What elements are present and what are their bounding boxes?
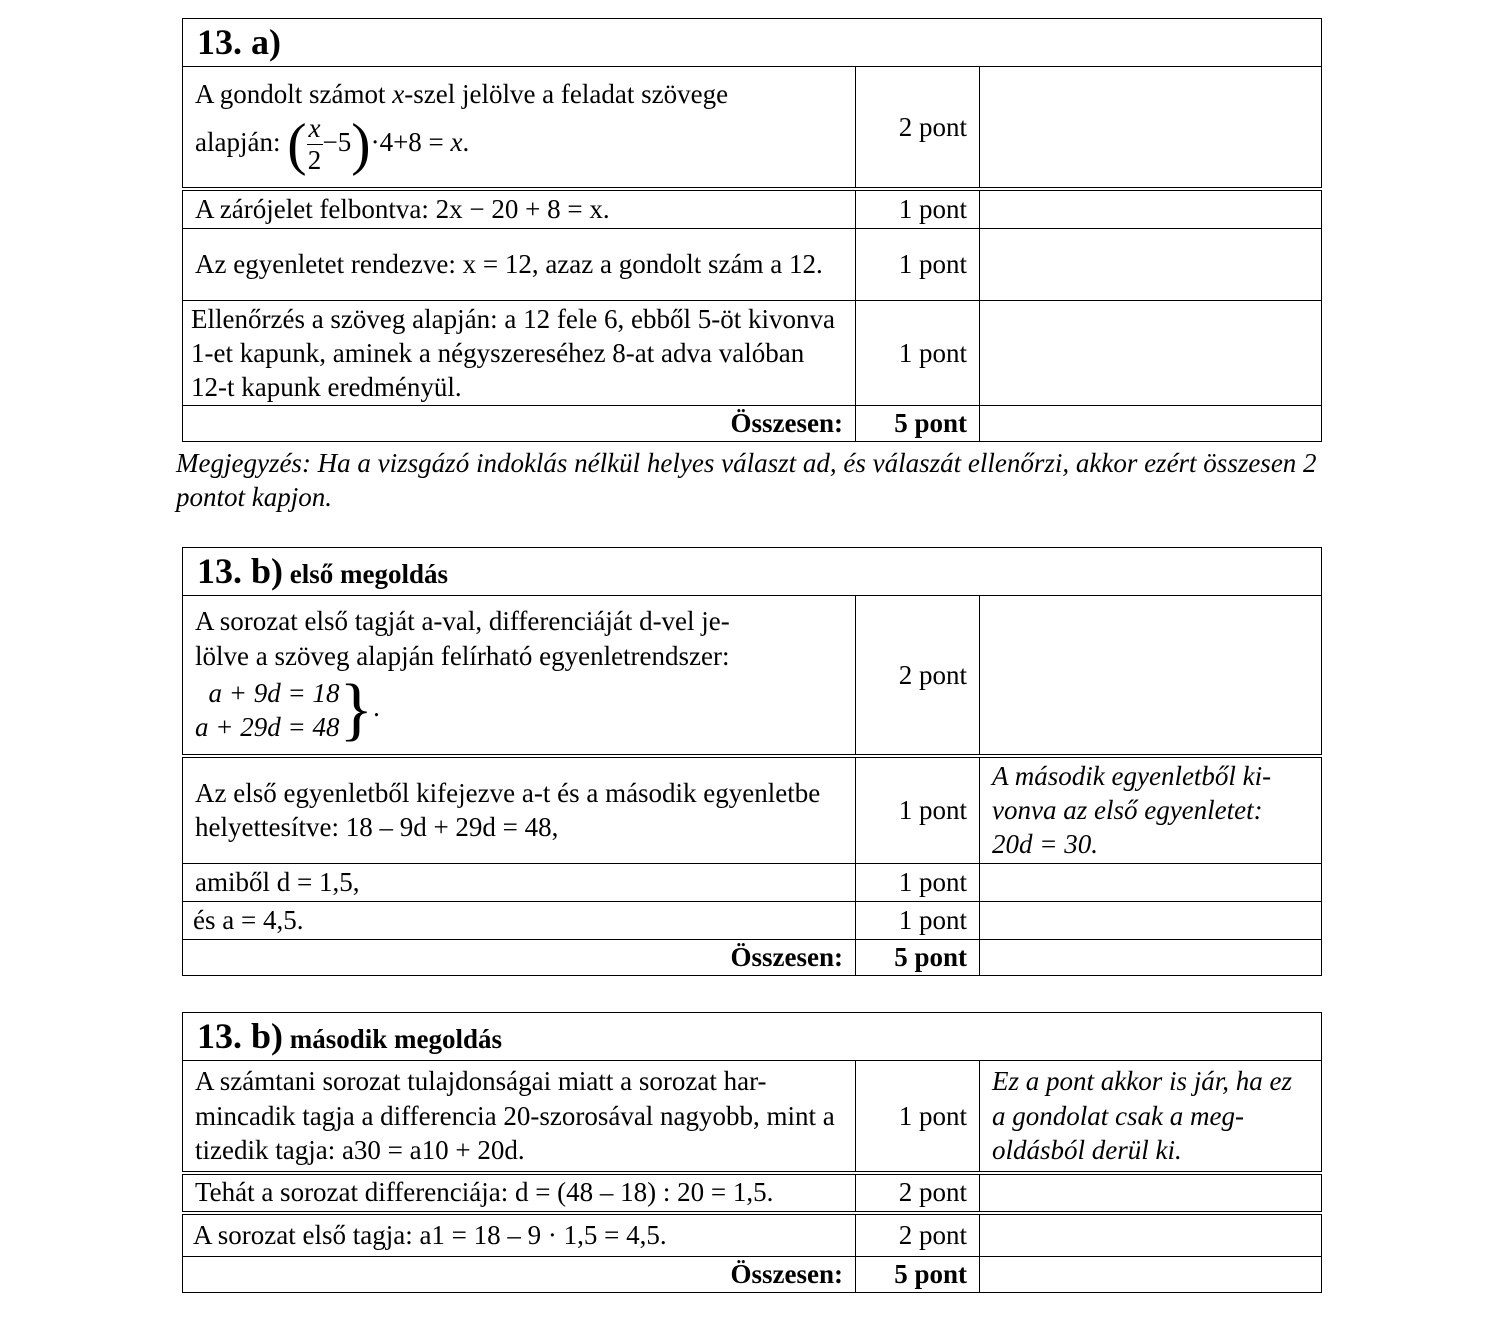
total-label: Összesen:: [183, 940, 856, 976]
row-text: Ellenőrzés a szöveg alapján: a 12 fele 6, ebből 5-öt kivonva 1-et kapunk, aminek a négyszereséhez 8-at adva valóban 12-t kapunk eredményül.: [183, 301, 856, 406]
table-row: [183, 189, 1322, 229]
row-comment: Ez a pont akkor is jár, ha ez a gondolat csak a meg-oldásból derül ki.: [980, 1061, 1322, 1173]
row-comment: [980, 301, 1322, 406]
table-row: [183, 1061, 1322, 1173]
row-points: 1 pont: [856, 189, 980, 229]
row-points: 1 pont: [856, 756, 980, 864]
table-row: [183, 1173, 1322, 1213]
total-points: 5 pont: [856, 940, 980, 976]
row-points: 1 pont: [856, 864, 980, 902]
table-13b-first: [182, 547, 1322, 976]
note-13a: Megjegyzés: Ha a vizsgázó indoklás nélkül helyes választ ad, és válaszát ellenőrzi, akkor ezért összesen 2 pontot kapjon.: [176, 448, 1317, 513]
row-points: 2 pont: [856, 67, 980, 189]
table-row: [183, 864, 1322, 902]
total-row: [183, 940, 1322, 976]
row-comment: [980, 902, 1322, 940]
table-row: [183, 596, 1322, 756]
total-label: Összesen:: [183, 406, 856, 442]
row-comment: [980, 596, 1322, 756]
row-points: 1 pont: [856, 229, 980, 301]
row-points: 1 pont: [856, 301, 980, 406]
row-text: Az egyenletet rendezve: x = 12, azaz a gondolt szám a 12.: [183, 229, 856, 301]
table-13a: [182, 18, 1322, 442]
table-row: [183, 67, 1322, 189]
row-text: és a = 4,5.: [183, 902, 856, 940]
row-text: Az első egyenletből kifejezve a-t és a második egyenletbe helyettesítve: 18 – 9d + 29d = 48,: [183, 756, 856, 864]
fraction: $\frac{x}{2}$: [307, 113, 322, 176]
equation-system: a + 9d = 18 a + 29d = 48 }.: [195, 671, 380, 749]
row-points: 2 pont: [856, 596, 980, 756]
table-row: [183, 902, 1322, 940]
row-points: 1 pont: [856, 902, 980, 940]
row-text: A sorozat első tagja: a1 = 18 – 9 · 1,5 = 4,5.: [183, 1213, 856, 1257]
total-row: [183, 406, 1322, 442]
row-points: 2 pont: [856, 1213, 980, 1257]
row-comment: [980, 1213, 1322, 1257]
row-comment: [980, 1173, 1322, 1213]
table-row: [183, 756, 1322, 864]
row-points: 2 pont: [856, 1173, 980, 1213]
table-13b-second: [182, 1012, 1322, 1293]
row-text: A zárójelet felbontva: 2x − 20 + 8 = x.: [183, 189, 856, 229]
row-points: 1 pont: [856, 1061, 980, 1173]
row-comment: [980, 67, 1322, 189]
row-text: A számtani sorozat tulajdonságai miatt a sorozat har-mincadik tagja a differencia 20-szorosával nagyobb, mint a tizedik tagja: a30 = a10 + 20d.: [183, 1061, 856, 1173]
total-points: 5 pont: [856, 406, 980, 442]
row-comment: [980, 406, 1322, 442]
row-text: Tehát a sorozat differenciája: d = (48 – 18) : 20 = 1,5.: [183, 1173, 856, 1213]
total-points: 5 pont: [856, 1257, 980, 1293]
row-text: A sorozat első tagját a-val, differenciáját d-vel je- lölve a szöveg alapján felírható egyenletrendszer: a + 9d = 18 a + 29d = 48 }.: [183, 596, 856, 756]
row-comment: A második egyenletből ki-vonva az első egyenletet: 20d = 30.: [980, 756, 1322, 864]
table-row: [183, 229, 1322, 301]
section-title: 13. a): [183, 19, 1322, 67]
table-row: [183, 1213, 1322, 1257]
row-text: amiből d = 1,5,: [183, 864, 856, 902]
section-title: 13. b) második megoldás: [183, 1013, 1322, 1061]
row-comment: [980, 864, 1322, 902]
row-comment: [980, 229, 1322, 301]
row-text: A gondolt számot x-szel jelölve a feladat szövege alapján: ( $\frac{x}{2}$ −5)·4+8 = x.: [183, 67, 856, 189]
total-row: [183, 1257, 1322, 1293]
total-label: Összesen:: [183, 1257, 856, 1293]
table-row: [183, 301, 1322, 406]
section-title: 13. b) első megoldás: [183, 548, 1322, 596]
row-comment: [980, 189, 1322, 229]
row-comment: [980, 940, 1322, 976]
row-comment: [980, 1257, 1322, 1293]
